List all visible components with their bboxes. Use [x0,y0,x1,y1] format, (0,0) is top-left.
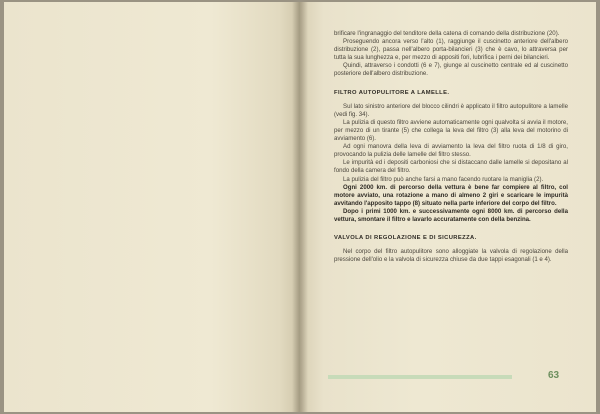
section-title-filter: FILTRO AUTOPULITORE A LAMELLE. [334,89,450,96]
left-page [4,2,300,412]
page-text [334,30,568,264]
footer-green-bar [328,375,512,379]
paragraph-valve-1: Nel corpo del filtro autopulitore sono alloggiate la valvola di regolazione della pressione dell'olio e la valvola di sicurezza chiuse da due tappi esagonali (1 e 4). [334,248,568,264]
paragraph-filter-4: Le impurità ed i depositi carboniosi che si distaccano dalle lamelle si depositano al fondo della camera del filtro. [334,159,568,175]
book-gutter [292,2,308,412]
paragraph-intro-2: Proseguendo ancora verso l'alto (1), raggiunge il cuscinetto anteriore dell'albero distribuzione (2), passa nell'albero porta-bilancieri (3) che è cavo, lo attraversa per tutta la sua lunghezza e, per mezzo di appositi fori, lubrifica i perni dei bilancieri. [334,38,568,62]
paragraph-filter-3: Ad ogni manovra della leva di avviamento la leva del filtro ruota di 1/8 di giro, provocando la pulizia delle lamelle del filtro stesso. [334,143,568,159]
section-title-valve: VALVOLA DI REGOLAZIONE E DI SICUREZZA. [334,235,477,242]
paragraph-intro-1: brificare l'ingranaggio del tenditore della catena di comando della distribuzione (20). [334,30,560,37]
page-number: 63 [548,370,560,381]
paragraph-filter-bold-1: Ogni 2000 km. di percorso della vettura è bene far compiere al filtro, col motore avviato, una rotazione a mano di almeno 2 giri e scaricare le impurità avvitando l'apposito tappo (8) situato nella parte inferiore del corpo del filtro. [334,183,568,207]
paragraph-filter-2: La pulizia di questo filtro avviene automaticamente ogni qualvolta si avvia il motore, per mezzo di un tirante (5) che collega la leva del filtro (3) alla leva del motorino di avviamento (6). [334,118,568,143]
paragraph-filter-5: La pulizia del filtro può anche farsi a mano facendo ruotare la maniglia (2). [343,175,544,183]
paragraph-filter-bold-2: Dopo i primi 1000 km. e successivamente ogni 8000 km. di percorso della vettura, smontare il filtro e lavarlo accuratamente con della benzina. [334,207,568,223]
paragraph-filter-1: Sul lato sinistro anteriore del blocco cilindri è applicato il filtro autopulitore a lamelle (vedi fig. 34). [334,102,568,118]
paragraph-intro-3: Quindi, attraverso i condotti (6 e 7), giunge al cuscinetto centrale ed al cuscinetto posteriore dell'albero distribuzione. [334,62,568,78]
